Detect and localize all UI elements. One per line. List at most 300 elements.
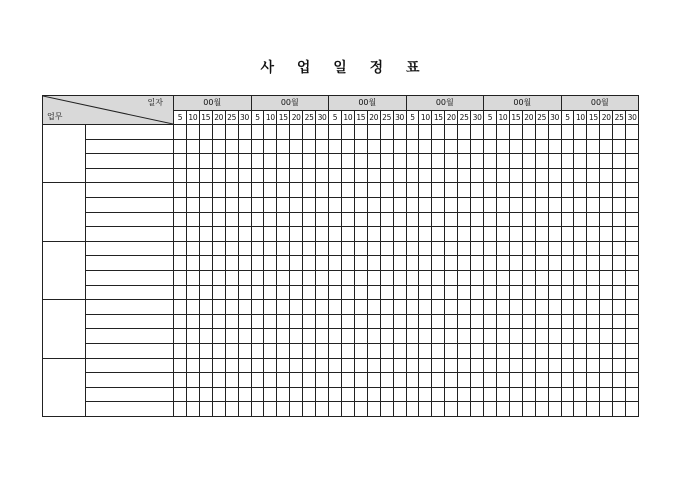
schedule-cell[interactable] xyxy=(496,183,509,198)
schedule-cell[interactable] xyxy=(496,387,509,402)
schedule-cell[interactable] xyxy=(613,183,626,198)
schedule-cell[interactable] xyxy=(367,402,380,417)
schedule-cell[interactable] xyxy=(613,373,626,388)
schedule-cell[interactable] xyxy=(509,329,522,344)
schedule-cell[interactable] xyxy=(471,402,484,417)
schedule-cell[interactable] xyxy=(613,285,626,300)
schedule-cell[interactable] xyxy=(419,197,432,212)
schedule-cell[interactable] xyxy=(432,329,445,344)
schedule-cell[interactable] xyxy=(290,402,303,417)
schedule-cell[interactable] xyxy=(574,183,587,198)
schedule-cell[interactable] xyxy=(600,314,613,329)
schedule-cell[interactable] xyxy=(522,168,535,183)
schedule-cell[interactable] xyxy=(587,139,600,154)
schedule-cell[interactable] xyxy=(225,256,238,271)
schedule-cell[interactable] xyxy=(496,125,509,140)
schedule-cell[interactable] xyxy=(316,285,329,300)
schedule-cell[interactable] xyxy=(600,343,613,358)
schedule-cell[interactable] xyxy=(367,227,380,242)
schedule-cell[interactable] xyxy=(522,402,535,417)
schedule-cell[interactable] xyxy=(574,270,587,285)
schedule-cell[interactable] xyxy=(600,285,613,300)
schedule-cell[interactable] xyxy=(174,300,187,315)
schedule-cell[interactable] xyxy=(471,373,484,388)
schedule-cell[interactable] xyxy=(587,402,600,417)
schedule-cell[interactable] xyxy=(613,314,626,329)
schedule-cell[interactable] xyxy=(199,154,212,169)
schedule-cell[interactable] xyxy=(174,329,187,344)
schedule-cell[interactable] xyxy=(186,168,199,183)
schedule-cell[interactable] xyxy=(316,241,329,256)
schedule-cell[interactable] xyxy=(174,343,187,358)
schedule-cell[interactable] xyxy=(186,358,199,373)
schedule-cell[interactable] xyxy=(212,183,225,198)
schedule-cell[interactable] xyxy=(458,300,471,315)
schedule-cell[interactable] xyxy=(419,285,432,300)
schedule-cell[interactable] xyxy=(316,358,329,373)
schedule-cell[interactable] xyxy=(354,329,367,344)
schedule-cell[interactable] xyxy=(432,183,445,198)
schedule-cell[interactable] xyxy=(174,197,187,212)
task-cell[interactable] xyxy=(86,387,174,402)
schedule-cell[interactable] xyxy=(212,241,225,256)
schedule-cell[interactable] xyxy=(432,387,445,402)
schedule-cell[interactable] xyxy=(432,154,445,169)
schedule-cell[interactable] xyxy=(613,300,626,315)
schedule-cell[interactable] xyxy=(613,168,626,183)
schedule-cell[interactable] xyxy=(238,154,251,169)
schedule-cell[interactable] xyxy=(329,285,342,300)
schedule-cell[interactable] xyxy=(174,227,187,242)
schedule-cell[interactable] xyxy=(367,212,380,227)
schedule-cell[interactable] xyxy=(445,402,458,417)
schedule-cell[interactable] xyxy=(290,329,303,344)
schedule-cell[interactable] xyxy=(393,270,406,285)
schedule-cell[interactable] xyxy=(251,183,264,198)
schedule-cell[interactable] xyxy=(316,168,329,183)
schedule-cell[interactable] xyxy=(509,241,522,256)
schedule-cell[interactable] xyxy=(251,212,264,227)
schedule-cell[interactable] xyxy=(587,197,600,212)
schedule-cell[interactable] xyxy=(367,125,380,140)
schedule-cell[interactable] xyxy=(484,373,497,388)
schedule-cell[interactable] xyxy=(367,343,380,358)
schedule-cell[interactable] xyxy=(406,358,419,373)
schedule-cell[interactable] xyxy=(303,402,316,417)
schedule-cell[interactable] xyxy=(225,387,238,402)
schedule-cell[interactable] xyxy=(548,300,561,315)
schedule-cell[interactable] xyxy=(471,387,484,402)
schedule-cell[interactable] xyxy=(626,358,639,373)
schedule-cell[interactable] xyxy=(212,139,225,154)
schedule-cell[interactable] xyxy=(316,227,329,242)
schedule-cell[interactable] xyxy=(290,212,303,227)
schedule-cell[interactable] xyxy=(445,329,458,344)
schedule-cell[interactable] xyxy=(458,270,471,285)
schedule-cell[interactable] xyxy=(574,256,587,271)
schedule-cell[interactable] xyxy=(238,343,251,358)
schedule-cell[interactable] xyxy=(496,154,509,169)
schedule-cell[interactable] xyxy=(251,270,264,285)
schedule-cell[interactable] xyxy=(341,285,354,300)
schedule-cell[interactable] xyxy=(264,329,277,344)
schedule-cell[interactable] xyxy=(277,387,290,402)
schedule-cell[interactable] xyxy=(406,139,419,154)
schedule-cell[interactable] xyxy=(574,300,587,315)
schedule-cell[interactable] xyxy=(600,168,613,183)
schedule-cell[interactable] xyxy=(419,387,432,402)
schedule-cell[interactable] xyxy=(329,168,342,183)
schedule-cell[interactable] xyxy=(574,154,587,169)
schedule-cell[interactable] xyxy=(225,125,238,140)
schedule-cell[interactable] xyxy=(264,343,277,358)
schedule-cell[interactable] xyxy=(548,358,561,373)
schedule-cell[interactable] xyxy=(432,270,445,285)
schedule-cell[interactable] xyxy=(199,183,212,198)
schedule-cell[interactable] xyxy=(522,314,535,329)
schedule-cell[interactable] xyxy=(561,197,574,212)
schedule-cell[interactable] xyxy=(225,139,238,154)
schedule-cell[interactable] xyxy=(419,125,432,140)
schedule-cell[interactable] xyxy=(548,139,561,154)
schedule-cell[interactable] xyxy=(535,270,548,285)
schedule-cell[interactable] xyxy=(277,314,290,329)
schedule-cell[interactable] xyxy=(509,402,522,417)
schedule-cell[interactable] xyxy=(393,227,406,242)
schedule-cell[interactable] xyxy=(174,270,187,285)
schedule-cell[interactable] xyxy=(174,212,187,227)
schedule-cell[interactable] xyxy=(212,373,225,388)
schedule-cell[interactable] xyxy=(341,139,354,154)
task-cell[interactable] xyxy=(86,139,174,154)
schedule-cell[interactable] xyxy=(367,358,380,373)
schedule-cell[interactable] xyxy=(199,256,212,271)
schedule-cell[interactable] xyxy=(251,387,264,402)
schedule-cell[interactable] xyxy=(600,329,613,344)
schedule-cell[interactable] xyxy=(251,358,264,373)
schedule-cell[interactable] xyxy=(406,373,419,388)
schedule-cell[interactable] xyxy=(303,256,316,271)
schedule-cell[interactable] xyxy=(548,154,561,169)
schedule-cell[interactable] xyxy=(251,373,264,388)
schedule-cell[interactable] xyxy=(574,285,587,300)
schedule-cell[interactable] xyxy=(587,227,600,242)
schedule-cell[interactable] xyxy=(484,139,497,154)
schedule-cell[interactable] xyxy=(380,154,393,169)
schedule-cell[interactable] xyxy=(432,343,445,358)
schedule-cell[interactable] xyxy=(445,300,458,315)
schedule-cell[interactable] xyxy=(509,300,522,315)
schedule-cell[interactable] xyxy=(238,285,251,300)
schedule-cell[interactable] xyxy=(600,270,613,285)
schedule-cell[interactable] xyxy=(212,270,225,285)
schedule-cell[interactable] xyxy=(626,183,639,198)
schedule-cell[interactable] xyxy=(277,183,290,198)
schedule-cell[interactable] xyxy=(264,154,277,169)
schedule-cell[interactable] xyxy=(432,197,445,212)
schedule-cell[interactable] xyxy=(548,183,561,198)
schedule-cell[interactable] xyxy=(212,197,225,212)
schedule-cell[interactable] xyxy=(496,300,509,315)
schedule-cell[interactable] xyxy=(432,358,445,373)
schedule-cell[interactable] xyxy=(251,154,264,169)
schedule-cell[interactable] xyxy=(419,139,432,154)
schedule-cell[interactable] xyxy=(484,256,497,271)
schedule-cell[interactable] xyxy=(212,227,225,242)
schedule-cell[interactable] xyxy=(225,314,238,329)
schedule-cell[interactable] xyxy=(264,241,277,256)
schedule-cell[interactable] xyxy=(380,183,393,198)
schedule-cell[interactable] xyxy=(626,314,639,329)
schedule-cell[interactable] xyxy=(626,125,639,140)
schedule-cell[interactable] xyxy=(484,358,497,373)
schedule-cell[interactable] xyxy=(367,373,380,388)
schedule-cell[interactable] xyxy=(458,402,471,417)
schedule-cell[interactable] xyxy=(484,197,497,212)
task-cell[interactable] xyxy=(86,212,174,227)
schedule-cell[interactable] xyxy=(354,168,367,183)
schedule-cell[interactable] xyxy=(303,125,316,140)
schedule-cell[interactable] xyxy=(613,343,626,358)
schedule-cell[interactable] xyxy=(238,314,251,329)
task-cell[interactable] xyxy=(86,241,174,256)
schedule-cell[interactable] xyxy=(613,139,626,154)
task-cell[interactable] xyxy=(86,373,174,388)
schedule-cell[interactable] xyxy=(367,256,380,271)
schedule-cell[interactable] xyxy=(445,139,458,154)
schedule-cell[interactable] xyxy=(613,197,626,212)
schedule-cell[interactable] xyxy=(316,373,329,388)
schedule-cell[interactable] xyxy=(406,314,419,329)
schedule-cell[interactable] xyxy=(380,300,393,315)
schedule-cell[interactable] xyxy=(199,270,212,285)
schedule-cell[interactable] xyxy=(316,300,329,315)
schedule-cell[interactable] xyxy=(419,314,432,329)
schedule-cell[interactable] xyxy=(174,168,187,183)
schedule-cell[interactable] xyxy=(626,300,639,315)
schedule-cell[interactable] xyxy=(432,314,445,329)
schedule-cell[interactable] xyxy=(587,125,600,140)
schedule-cell[interactable] xyxy=(225,168,238,183)
schedule-cell[interactable] xyxy=(587,314,600,329)
schedule-cell[interactable] xyxy=(419,373,432,388)
schedule-cell[interactable] xyxy=(600,300,613,315)
schedule-cell[interactable] xyxy=(225,402,238,417)
schedule-cell[interactable] xyxy=(458,183,471,198)
schedule-cell[interactable] xyxy=(341,168,354,183)
schedule-cell[interactable] xyxy=(458,329,471,344)
schedule-cell[interactable] xyxy=(277,227,290,242)
schedule-cell[interactable] xyxy=(484,168,497,183)
schedule-cell[interactable] xyxy=(419,183,432,198)
schedule-cell[interactable] xyxy=(380,402,393,417)
schedule-cell[interactable] xyxy=(212,314,225,329)
schedule-cell[interactable] xyxy=(341,197,354,212)
schedule-cell[interactable] xyxy=(251,314,264,329)
task-cell[interactable] xyxy=(86,168,174,183)
schedule-cell[interactable] xyxy=(264,212,277,227)
schedule-cell[interactable] xyxy=(354,241,367,256)
schedule-cell[interactable] xyxy=(367,314,380,329)
schedule-cell[interactable] xyxy=(471,183,484,198)
schedule-cell[interactable] xyxy=(600,197,613,212)
schedule-cell[interactable] xyxy=(354,373,367,388)
schedule-cell[interactable] xyxy=(574,343,587,358)
schedule-cell[interactable] xyxy=(290,387,303,402)
schedule-cell[interactable] xyxy=(277,329,290,344)
schedule-cell[interactable] xyxy=(186,212,199,227)
schedule-cell[interactable] xyxy=(561,358,574,373)
schedule-cell[interactable] xyxy=(199,329,212,344)
schedule-cell[interactable] xyxy=(561,212,574,227)
schedule-cell[interactable] xyxy=(393,402,406,417)
schedule-cell[interactable] xyxy=(367,154,380,169)
schedule-cell[interactable] xyxy=(626,241,639,256)
schedule-cell[interactable] xyxy=(600,241,613,256)
schedule-cell[interactable] xyxy=(626,227,639,242)
schedule-cell[interactable] xyxy=(238,270,251,285)
schedule-cell[interactable] xyxy=(484,183,497,198)
schedule-cell[interactable] xyxy=(509,373,522,388)
schedule-cell[interactable] xyxy=(251,256,264,271)
task-cell[interactable] xyxy=(86,285,174,300)
schedule-cell[interactable] xyxy=(626,402,639,417)
schedule-cell[interactable] xyxy=(264,358,277,373)
schedule-cell[interactable] xyxy=(199,300,212,315)
schedule-cell[interactable] xyxy=(186,402,199,417)
schedule-cell[interactable] xyxy=(380,139,393,154)
schedule-cell[interactable] xyxy=(548,125,561,140)
schedule-cell[interactable] xyxy=(264,227,277,242)
schedule-cell[interactable] xyxy=(626,270,639,285)
schedule-cell[interactable] xyxy=(329,197,342,212)
schedule-cell[interactable] xyxy=(509,256,522,271)
schedule-cell[interactable] xyxy=(406,256,419,271)
schedule-cell[interactable] xyxy=(406,197,419,212)
schedule-cell[interactable] xyxy=(251,241,264,256)
schedule-cell[interactable] xyxy=(367,183,380,198)
schedule-cell[interactable] xyxy=(316,154,329,169)
schedule-cell[interactable] xyxy=(264,402,277,417)
schedule-cell[interactable] xyxy=(613,227,626,242)
schedule-cell[interactable] xyxy=(199,168,212,183)
schedule-cell[interactable] xyxy=(496,212,509,227)
schedule-cell[interactable] xyxy=(380,270,393,285)
schedule-cell[interactable] xyxy=(290,358,303,373)
schedule-cell[interactable] xyxy=(509,270,522,285)
schedule-cell[interactable] xyxy=(225,183,238,198)
schedule-cell[interactable] xyxy=(303,154,316,169)
schedule-cell[interactable] xyxy=(251,285,264,300)
schedule-cell[interactable] xyxy=(458,227,471,242)
schedule-cell[interactable] xyxy=(186,373,199,388)
schedule-cell[interactable] xyxy=(212,300,225,315)
schedule-cell[interactable] xyxy=(354,227,367,242)
schedule-cell[interactable] xyxy=(354,212,367,227)
schedule-cell[interactable] xyxy=(290,343,303,358)
schedule-cell[interactable] xyxy=(329,125,342,140)
schedule-cell[interactable] xyxy=(600,212,613,227)
schedule-cell[interactable] xyxy=(212,256,225,271)
schedule-cell[interactable] xyxy=(303,139,316,154)
schedule-cell[interactable] xyxy=(199,197,212,212)
schedule-cell[interactable] xyxy=(264,256,277,271)
schedule-cell[interactable] xyxy=(458,256,471,271)
schedule-cell[interactable] xyxy=(484,285,497,300)
schedule-cell[interactable] xyxy=(587,256,600,271)
schedule-cell[interactable] xyxy=(174,358,187,373)
schedule-cell[interactable] xyxy=(186,285,199,300)
schedule-cell[interactable] xyxy=(484,300,497,315)
schedule-cell[interactable] xyxy=(587,358,600,373)
schedule-cell[interactable] xyxy=(303,197,316,212)
task-group-cell[interactable] xyxy=(43,300,86,358)
schedule-cell[interactable] xyxy=(238,300,251,315)
schedule-cell[interactable] xyxy=(354,197,367,212)
schedule-cell[interactable] xyxy=(238,197,251,212)
schedule-cell[interactable] xyxy=(484,212,497,227)
schedule-cell[interactable] xyxy=(535,402,548,417)
schedule-cell[interactable] xyxy=(496,256,509,271)
schedule-cell[interactable] xyxy=(367,197,380,212)
schedule-cell[interactable] xyxy=(535,139,548,154)
schedule-cell[interactable] xyxy=(380,358,393,373)
schedule-cell[interactable] xyxy=(548,270,561,285)
schedule-cell[interactable] xyxy=(251,227,264,242)
schedule-cell[interactable] xyxy=(509,358,522,373)
schedule-cell[interactable] xyxy=(186,343,199,358)
schedule-cell[interactable] xyxy=(303,329,316,344)
schedule-cell[interactable] xyxy=(341,373,354,388)
schedule-cell[interactable] xyxy=(561,373,574,388)
schedule-cell[interactable] xyxy=(574,212,587,227)
schedule-cell[interactable] xyxy=(406,125,419,140)
schedule-cell[interactable] xyxy=(393,168,406,183)
schedule-cell[interactable] xyxy=(458,314,471,329)
schedule-cell[interactable] xyxy=(535,227,548,242)
schedule-cell[interactable] xyxy=(548,329,561,344)
schedule-cell[interactable] xyxy=(561,314,574,329)
schedule-cell[interactable] xyxy=(561,387,574,402)
schedule-cell[interactable] xyxy=(419,212,432,227)
schedule-cell[interactable] xyxy=(264,125,277,140)
schedule-cell[interactable] xyxy=(316,256,329,271)
schedule-cell[interactable] xyxy=(212,343,225,358)
schedule-cell[interactable] xyxy=(393,125,406,140)
schedule-cell[interactable] xyxy=(225,329,238,344)
schedule-cell[interactable] xyxy=(626,168,639,183)
schedule-cell[interactable] xyxy=(509,139,522,154)
schedule-cell[interactable] xyxy=(406,343,419,358)
schedule-cell[interactable] xyxy=(238,256,251,271)
schedule-cell[interactable] xyxy=(341,241,354,256)
schedule-cell[interactable] xyxy=(561,227,574,242)
schedule-cell[interactable] xyxy=(238,402,251,417)
schedule-cell[interactable] xyxy=(496,358,509,373)
schedule-cell[interactable] xyxy=(277,197,290,212)
schedule-cell[interactable] xyxy=(303,387,316,402)
schedule-cell[interactable] xyxy=(548,343,561,358)
schedule-cell[interactable] xyxy=(225,154,238,169)
schedule-cell[interactable] xyxy=(393,285,406,300)
schedule-cell[interactable] xyxy=(496,168,509,183)
schedule-cell[interactable] xyxy=(600,183,613,198)
schedule-cell[interactable] xyxy=(303,373,316,388)
schedule-cell[interactable] xyxy=(393,256,406,271)
schedule-cell[interactable] xyxy=(264,270,277,285)
schedule-cell[interactable] xyxy=(341,256,354,271)
schedule-cell[interactable] xyxy=(290,227,303,242)
